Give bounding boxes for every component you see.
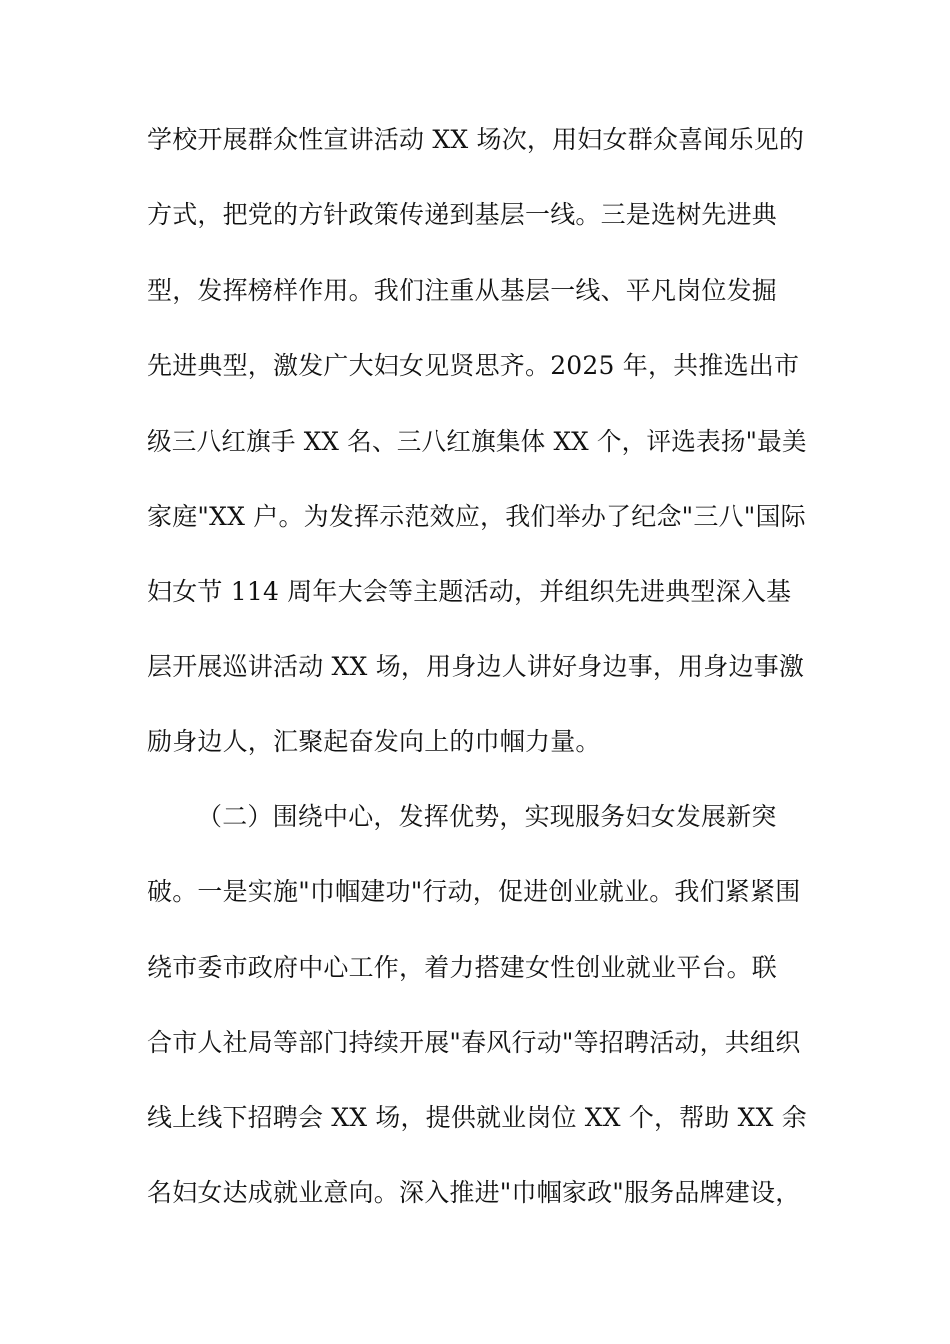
text-line-4: 先进典型，激发广大妇女见贤思齐。2025 年，共推选出市 [147,351,800,380]
text-line-2: 方式，把党的方针政策传递到基层一线。三是选树先进典 [147,200,778,229]
text-line-14: 线上线下招聘会 XX 场，提供就业岗位 XX 个，帮助 XX 余 [147,1103,807,1132]
text-line-5: 级三八红旗手 XX 名、三八红旗集体 XX 个，评选表扬"最美 [147,427,807,456]
text-line-8: 层开展巡讲活动 XX 场，用身边人讲好身边事，用身边事激 [147,652,805,681]
text-line-9: 励身边人，汇聚起奋发向上的巾帼力量。 [147,727,601,756]
text-line-13: 合市人社局等部门持续开展"春风行动"等招聘活动，共组织 [147,1028,801,1057]
text-line-11: 破。一是实施"巾帼建功"行动，促进创业就业。我们紧紧围 [147,877,801,906]
text-line-12: 绕市委市政府中心工作，着力搭建女性创业就业平台。联 [147,953,778,982]
text-line-15: 名妇女达成就业意向。深入推进"巾帼家政"服务品牌建设， [147,1178,801,1207]
section-heading-line: （二）围绕中心，发挥优势，实现服务妇女发展新突 [197,802,777,831]
text-line-3: 型，发挥榜样作用。我们注重从基层一线、平凡岗位发掘 [147,276,778,305]
text-line-1: 学校开展群众性宣讲活动 XX 场次，用妇女群众喜闻乐见的 [147,125,805,154]
text-line-6: 家庭"XX 户。为发挥示范效应，我们举办了纪念"三八"国际 [147,502,806,531]
text-line-7: 妇女节 114 周年大会等主题活动，并组织先进典型深入基 [147,577,792,606]
